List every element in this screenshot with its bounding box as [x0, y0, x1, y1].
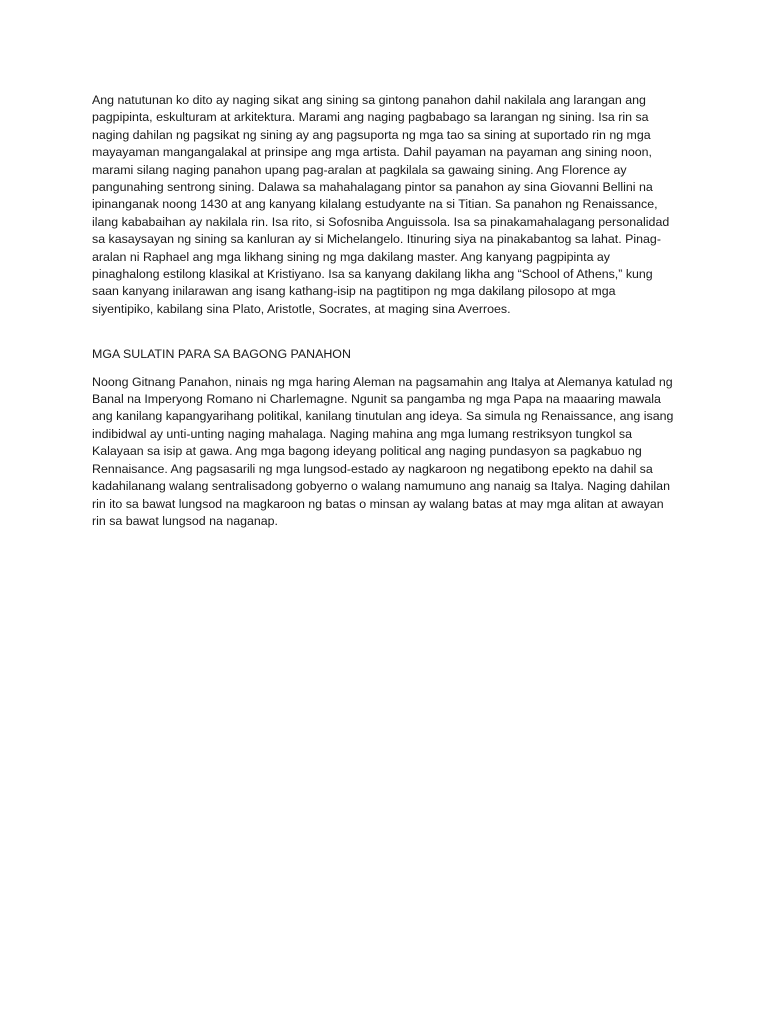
paragraph-line: siyentipiko, kabilang sina Plato, Aristotle, Socrates, at maging sina Averroes. [92, 301, 511, 316]
paragraph-line: kadahilanang walang sentralisadong gobyerno o walang namumuno ang nanaig sa Italya. Naging dahilan [92, 479, 670, 494]
paragraph-line: Kalayaan sa isip at gawa. Ang mga bagong ideyang political ang naging pundasyon sa pagkabuo ng [92, 444, 642, 459]
paragraph-line: aralan ni Raphael ang mga likhang sining ng mga dakilang master. Ang kanyang pagpipinta ay [92, 249, 611, 264]
section-heading: MGA SULATIN PARA SA BAGONG PANAHON [92, 347, 351, 362]
paragraph-line: ipinanganak noong 1430 at ang kanyang kilalang estudyante na si Titian. Sa panahon ng Renaissance, [92, 197, 658, 212]
paragraph-new-era-writings [92, 374, 682, 531]
paragraph-line: Banal na Imperyong Romano ni Charlemagne. Ngunit sa pangamba ng mga Papa na maaaring mawala [92, 392, 661, 407]
paragraph-line: pagpipinta, eskulturam at arkitektura. Marami ang naging pagbabago sa larangan ng sining. Isa rin sa [92, 110, 649, 125]
paragraph-line: saan kanyang inilarawan ang isang kathang-isip na pagtitipon ng mga dakilang pilosopo at mga [92, 284, 616, 299]
paragraph-line: sa kasaysayan ng sining sa kanluran ay si Michelangelo. Itinuring siya na pinakabantog sa lahat. Pinag- [92, 232, 661, 247]
paragraph-line: pinaghalong estilong klasikal at Kristiyano. Isa sa kanyang dakilang likha ang “School of Athens,” kung [92, 267, 653, 282]
paragraph-line: pangunahing sentrong sining. Dalawa sa mahahalagang pintor sa panahon ay sina Giovanni Bellini na [92, 180, 653, 195]
paragraph-line: rin ito sa bawat lungsod na magkaroon ng batas o minsan ay walang batas at may mga alitan at awayan [92, 496, 664, 511]
paragraph-renaissance-art [92, 92, 682, 318]
paragraph-line: Rennaisance. Ang pagsasarili ng mga lungsod-estado ay nagkaroon ng negatibong epekto na dahil sa [92, 461, 653, 476]
paragraph-line: indibidwal ay unti-unting naging mahalaga. Naging mahina ang mga lumang restriksyon tungkol sa [92, 426, 633, 441]
paragraph-line: Ang natutunan ko dito ay naging sikat ang sining sa gintong panahon dahil nakilala ang larangan ang [92, 93, 646, 107]
paragraph-line: marami silang naging panahon upang pag-aralan at pagkilala sa gawaing sining. Ang Florence ay [92, 162, 627, 177]
paragraph-line: rin sa bawat lungsod na naganap. [92, 513, 278, 528]
paragraph-line: Noong Gitnang Panahon, ninais ng mga haring Aleman na pagsamahin ang Italya at Alemanya katulad ng [92, 374, 673, 389]
paragraph-line: ilang kababaihan ay nakilala rin. Isa rito, si Sofosniba Anguissola. Isa sa pinakamahalagang personalidad [92, 214, 670, 229]
document-body [92, 92, 682, 530]
paragraph-line: mayayaman mangangalakal at prinsipe ang mga artista. Dahil payaman na payaman ang sining noon, [92, 145, 652, 160]
paragraph-line: naging dahilan ng pagsikat ng sining ay ang pagsuporta ng mga tao sa sining at suportado rin ng mga [92, 127, 651, 142]
paragraph-line: ang kanilang kapangyarihang politikal, kanilang tinutulan ang ideya. Sa simula ng Renaissance, ang isang [92, 409, 674, 424]
